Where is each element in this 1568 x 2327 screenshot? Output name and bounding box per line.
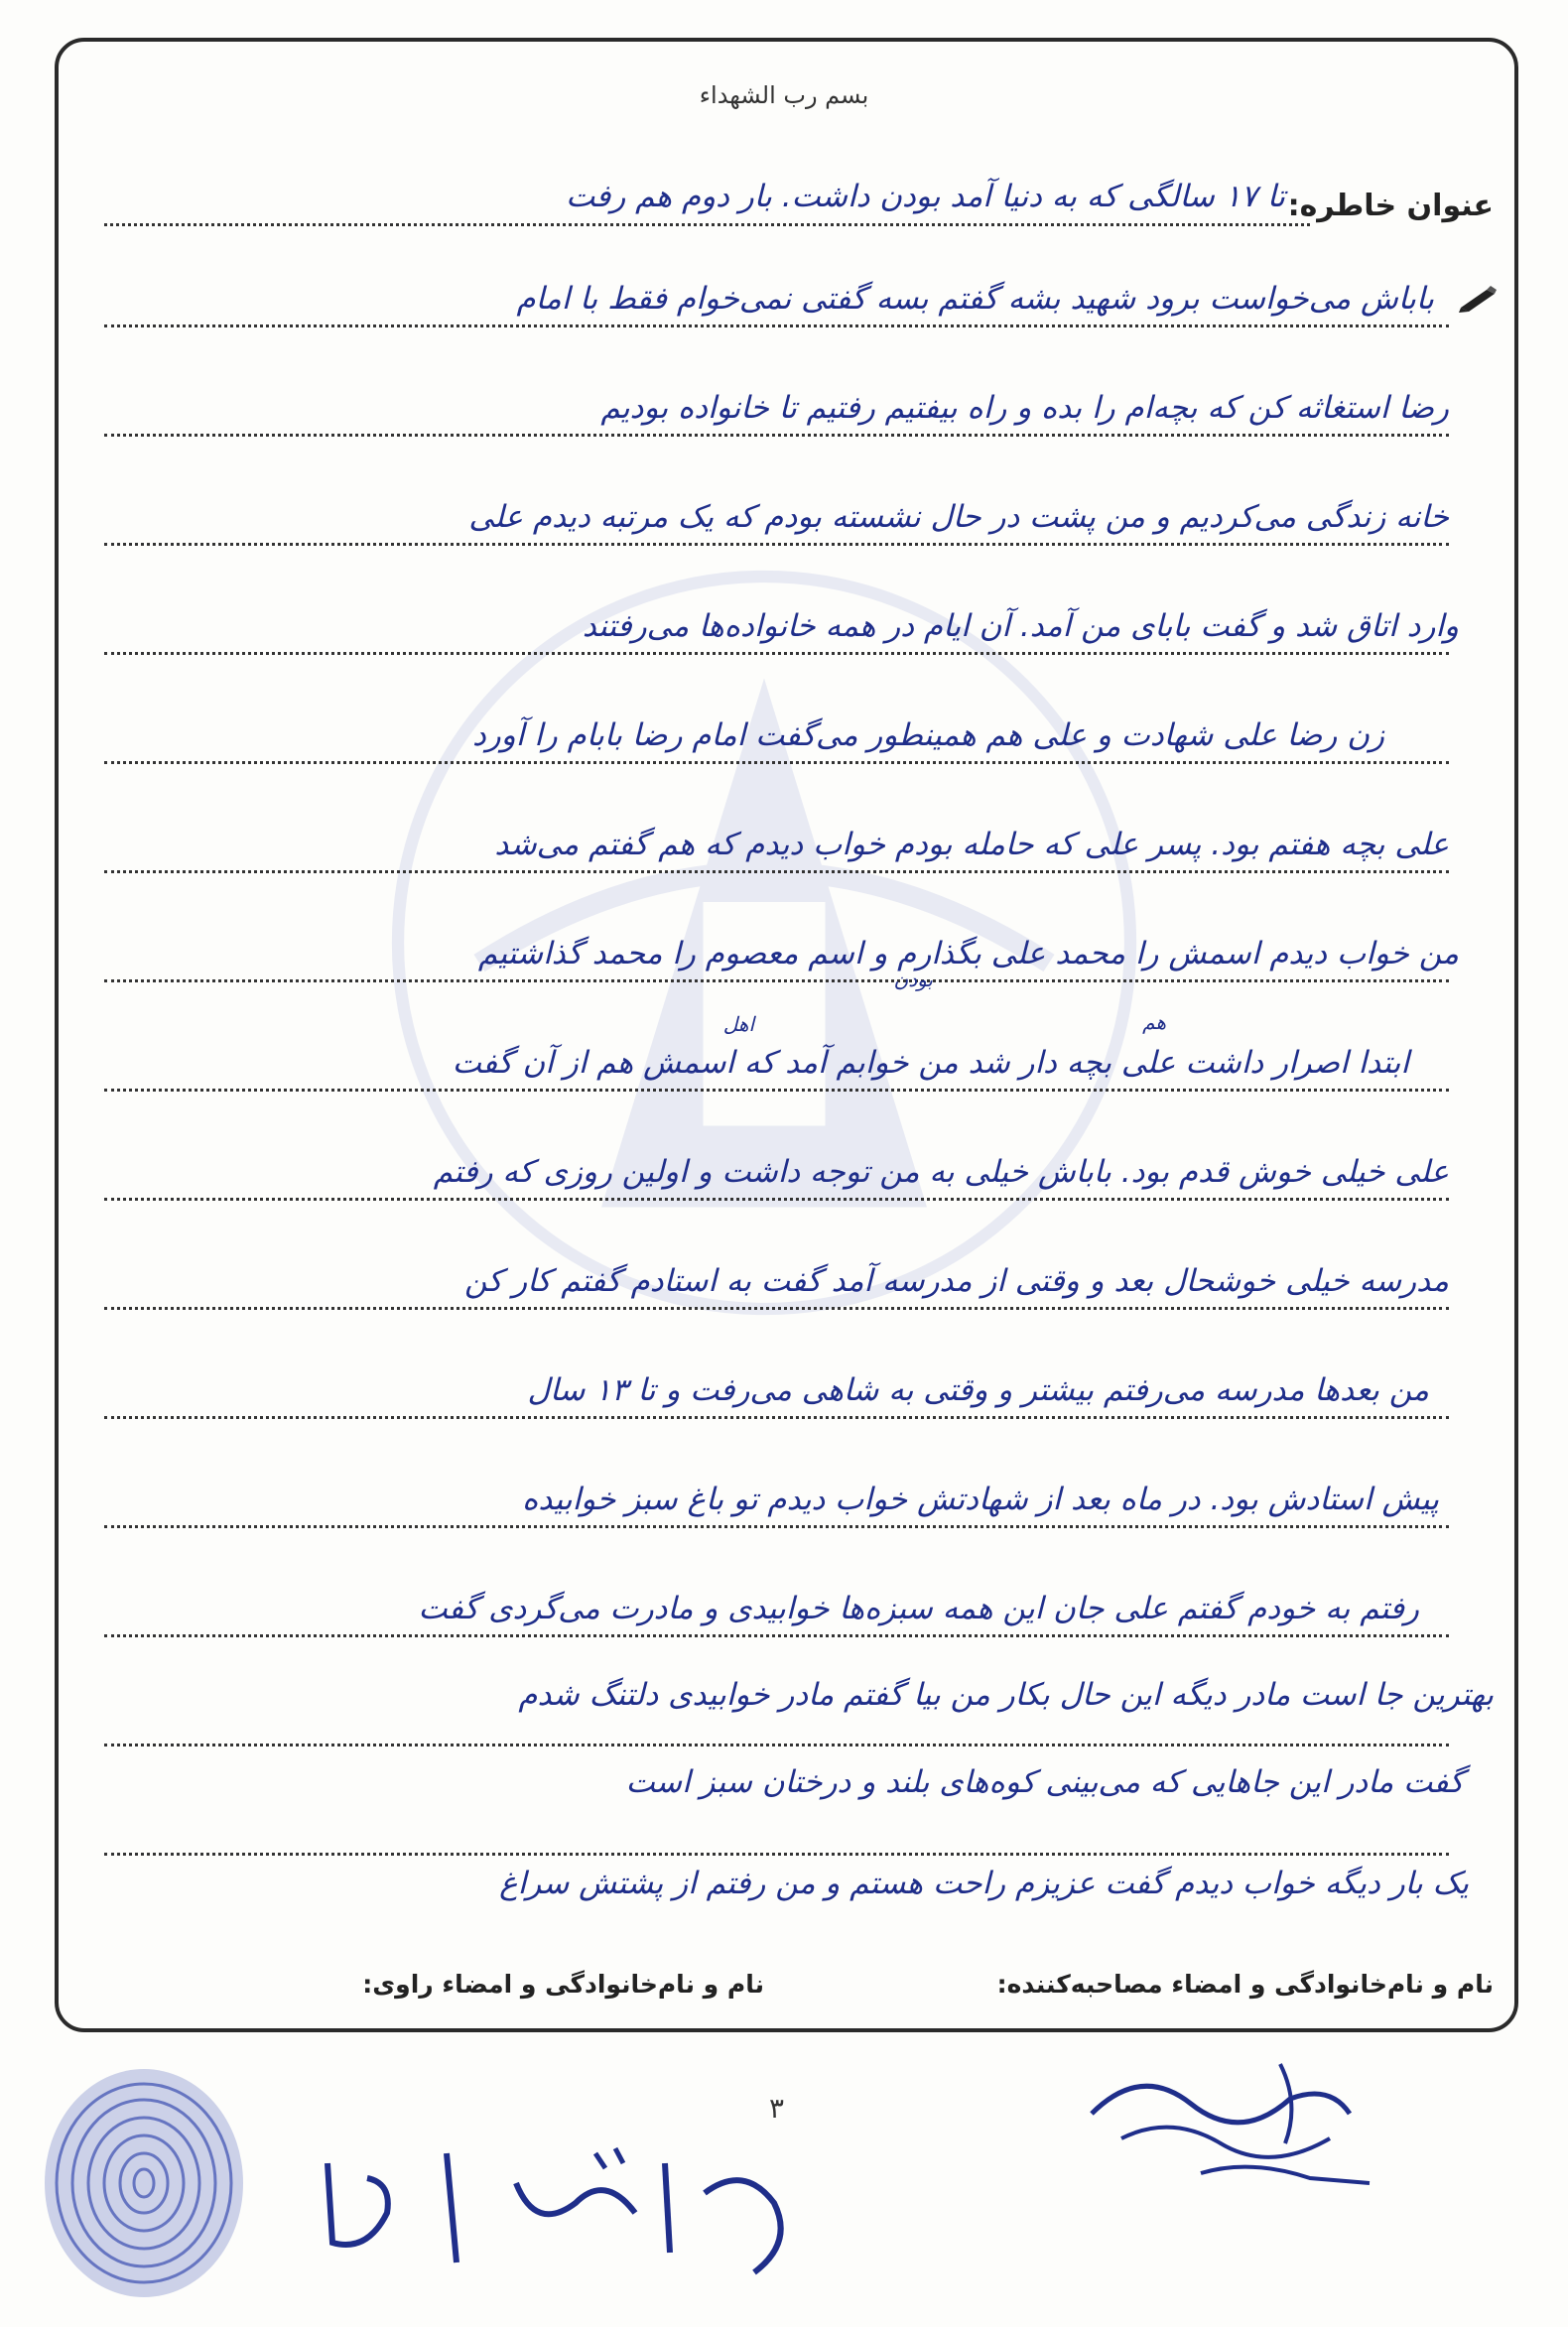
handwritten-line: بهترین جا است مادر دیگه این حال بکار من بیا گفتم مادر خوابیدی دلتنگ شدم <box>518 1677 1494 1713</box>
handwritten-line: من بعدها مدرسه می‌رفتم بیشتر و وقتی به شاهی می‌رفت و تا ۱۳ سال <box>527 1372 1429 1408</box>
fingerprint <box>20 2054 268 2312</box>
writing-line <box>104 1634 1449 1637</box>
writing-line <box>104 652 1449 655</box>
handwritten-line: علی بچه هفتم بود. پسر علی که حامله بودم خواب دیدم که هم گفتم می‌شد <box>494 827 1449 862</box>
handwritten-line: وارد اتاق شد و گفت بابای من آمد. آن ایام در همه خانواده‌ها می‌رفتند <box>582 608 1459 644</box>
narrator-signature-label: نام و نام‌خانوادگی و امضاء راوی: <box>362 1970 764 1999</box>
handwritten-line: تا ۱۷ سالگی که به دنیا آمد بودن داشت. بار دوم هم رفت <box>566 179 1285 214</box>
interviewer-signature-label: نام و نام‌خانوادگی و امضاء مصاحبه‌کننده: <box>996 1970 1494 1999</box>
handwritten-annotation: هم <box>1142 1010 1166 1034</box>
handwritten-line: باباش می‌خواست برود شهید بشه گفتم بسه گفتی نمی‌خوام فقط با امام <box>516 281 1434 317</box>
handwritten-line: رضا استغاثه کن که بچه‌ام را بده و راه بیفتیم رفتیم تا خانواده بودیم <box>600 390 1449 426</box>
form-frame <box>55 38 1518 2032</box>
writing-line <box>104 761 1449 764</box>
page-number: ۳ <box>769 2092 785 2125</box>
writing-line <box>104 1744 1449 1746</box>
handwritten-line: علی خیلی خوش قدم بود. باباش خیلی به من توجه داشت و اولین روزی که رفتم <box>433 1154 1449 1190</box>
writing-line <box>104 979 1449 982</box>
basmala-header: بسم رب الشهداء <box>699 81 869 109</box>
memory-title-label: عنوان خاطره: <box>1287 189 1494 223</box>
writing-line <box>104 1525 1449 1528</box>
handwritten-line: زن رضا علی شهادت و علی هم همینطور می‌گفت امام رضا بابام را آورد <box>471 717 1384 753</box>
handwritten-line: رفتم به خودم گفتم علی جان این همه سبزه‌ها خوابیدی و مادرت می‌گردی گفت <box>418 1591 1419 1626</box>
writing-line <box>104 1307 1449 1310</box>
writing-line <box>104 1089 1449 1092</box>
writing-line <box>104 543 1449 546</box>
writing-line <box>104 1416 1449 1419</box>
writing-line <box>104 1853 1449 1856</box>
writing-line <box>104 223 1310 226</box>
writing-line <box>104 870 1449 873</box>
handwritten-line: من خواب دیدم اسمش را محمد علی بگذارم و اسم معصوم را محمد گذاشتیم <box>477 936 1459 971</box>
handwritten-annotation: اهل <box>722 1012 754 1036</box>
pen-icon <box>1457 284 1499 314</box>
handwritten-line: مدرسه خیلی خوشحال بعد و وقتی از مدرسه آمد گفت به استادم گفتم کار کن <box>464 1263 1449 1299</box>
handwritten-line: خانه زندگی می‌کردیم و من پشت در حال نشسته بودم که یک مرتبه دیدم علی <box>468 499 1449 535</box>
narrator-signature <box>308 2124 824 2292</box>
writing-line <box>104 434 1449 437</box>
handwritten-annotation: بودن <box>893 968 933 991</box>
handwritten-line: گفت مادر این جاهایی که می‌بینی کوه‌های بلند و درختان سبز است <box>625 1764 1464 1800</box>
writing-line <box>104 324 1449 327</box>
handwritten-line: پیش استادش بود. در ماه بعد از شهادتش خواب دیدم تو باغ سبز خوابیده <box>522 1482 1439 1517</box>
interviewer-signature <box>1052 2044 1389 2203</box>
handwritten-line: ابتدا اصرار داشت علی بچه دار شد من خوابم آمد که اسمش هم از آن گفت <box>452 1045 1409 1081</box>
writing-line <box>104 1198 1449 1201</box>
handwritten-line: یک بار دیگه خواب دیدم گفت عزیزم راحت هستم و من رفتم از پشتش سراغ <box>499 1866 1469 1901</box>
